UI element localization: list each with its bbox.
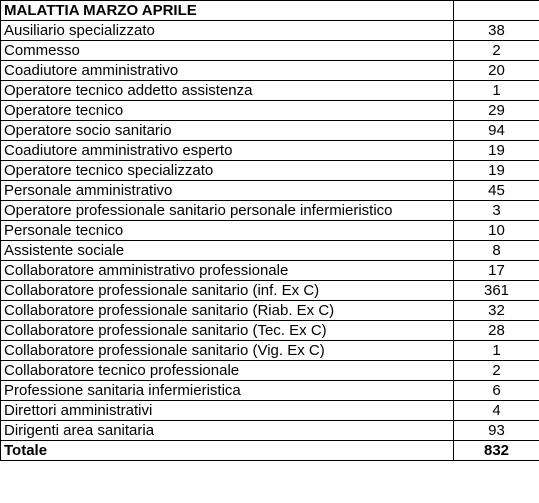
count-cell: 93 bbox=[454, 421, 539, 441]
role-cell: Operatore tecnico specializzato bbox=[1, 161, 454, 181]
table-row bbox=[1, 381, 539, 401]
role-cell: Operatore tecnico addetto assistenza bbox=[1, 81, 454, 101]
total-label: Totale bbox=[1, 441, 454, 461]
count-cell: 2 bbox=[454, 361, 539, 381]
table-body bbox=[1, 1, 539, 461]
count-cell: 17 bbox=[454, 261, 539, 281]
count-cell: 94 bbox=[454, 121, 539, 141]
table-row bbox=[1, 301, 539, 321]
count-cell: 32 bbox=[454, 301, 539, 321]
header-value-cell bbox=[454, 1, 539, 21]
table-row bbox=[1, 61, 539, 81]
role-cell: Coadiutore amministrativo bbox=[1, 61, 454, 81]
table-row bbox=[1, 241, 539, 261]
role-cell: Collaboratore tecnico professionale bbox=[1, 361, 454, 381]
role-cell: Coadiutore amministrativo esperto bbox=[1, 141, 454, 161]
role-cell: Professione sanitaria infermieristica bbox=[1, 381, 454, 401]
table-row bbox=[1, 101, 539, 121]
table-row bbox=[1, 281, 539, 301]
table-title: MALATTIA MARZO APRILE bbox=[1, 1, 454, 21]
count-cell: 3 bbox=[454, 201, 539, 221]
role-cell: Ausiliario specializzato bbox=[1, 21, 454, 41]
role-cell: Operatore tecnico bbox=[1, 101, 454, 121]
role-cell: Dirigenti area sanitaria bbox=[1, 421, 454, 441]
header-row bbox=[1, 1, 539, 21]
role-cell: Collaboratore professionale sanitario (Riab. Ex C) bbox=[1, 301, 454, 321]
role-cell: Personale amministrativo bbox=[1, 181, 454, 201]
count-cell: 1 bbox=[454, 341, 539, 361]
count-cell: 4 bbox=[454, 401, 539, 421]
table-row bbox=[1, 141, 539, 161]
table-row bbox=[1, 21, 539, 41]
table-row bbox=[1, 401, 539, 421]
count-cell: 361 bbox=[454, 281, 539, 301]
count-cell: 19 bbox=[454, 141, 539, 161]
table-row bbox=[1, 181, 539, 201]
total-row bbox=[1, 441, 539, 461]
role-cell: Direttori amministrativi bbox=[1, 401, 454, 421]
role-cell: Operatore socio sanitario bbox=[1, 121, 454, 141]
count-cell: 2 bbox=[454, 41, 539, 61]
count-cell: 45 bbox=[454, 181, 539, 201]
table-row bbox=[1, 341, 539, 361]
role-cell: Operatore professionale sanitario personale infermieristico bbox=[1, 201, 454, 221]
role-cell: Collaboratore professionale sanitario (Tec. Ex C) bbox=[1, 321, 454, 341]
role-cell: Collaboratore amministrativo professionale bbox=[1, 261, 454, 281]
role-cell: Collaboratore professionale sanitario (Vig. Ex C) bbox=[1, 341, 454, 361]
table-row bbox=[1, 41, 539, 61]
table-row bbox=[1, 261, 539, 281]
count-cell: 19 bbox=[454, 161, 539, 181]
count-cell: 38 bbox=[454, 21, 539, 41]
table-row bbox=[1, 81, 539, 101]
count-cell: 6 bbox=[454, 381, 539, 401]
count-cell: 8 bbox=[454, 241, 539, 261]
table-row bbox=[1, 121, 539, 141]
table-row bbox=[1, 321, 539, 341]
total-value: 832 bbox=[454, 441, 539, 461]
role-cell: Commesso bbox=[1, 41, 454, 61]
count-cell: 28 bbox=[454, 321, 539, 341]
count-cell: 1 bbox=[454, 81, 539, 101]
role-cell: Personale tecnico bbox=[1, 221, 454, 241]
count-cell: 20 bbox=[454, 61, 539, 81]
role-cell: Collaboratore professionale sanitario (inf. Ex C) bbox=[1, 281, 454, 301]
role-cell: Assistente sociale bbox=[1, 241, 454, 261]
table-row bbox=[1, 221, 539, 241]
table-row bbox=[1, 201, 539, 221]
table-row bbox=[1, 361, 539, 381]
count-cell: 29 bbox=[454, 101, 539, 121]
table-row bbox=[1, 421, 539, 441]
table-row bbox=[1, 161, 539, 181]
count-cell: 10 bbox=[454, 221, 539, 241]
